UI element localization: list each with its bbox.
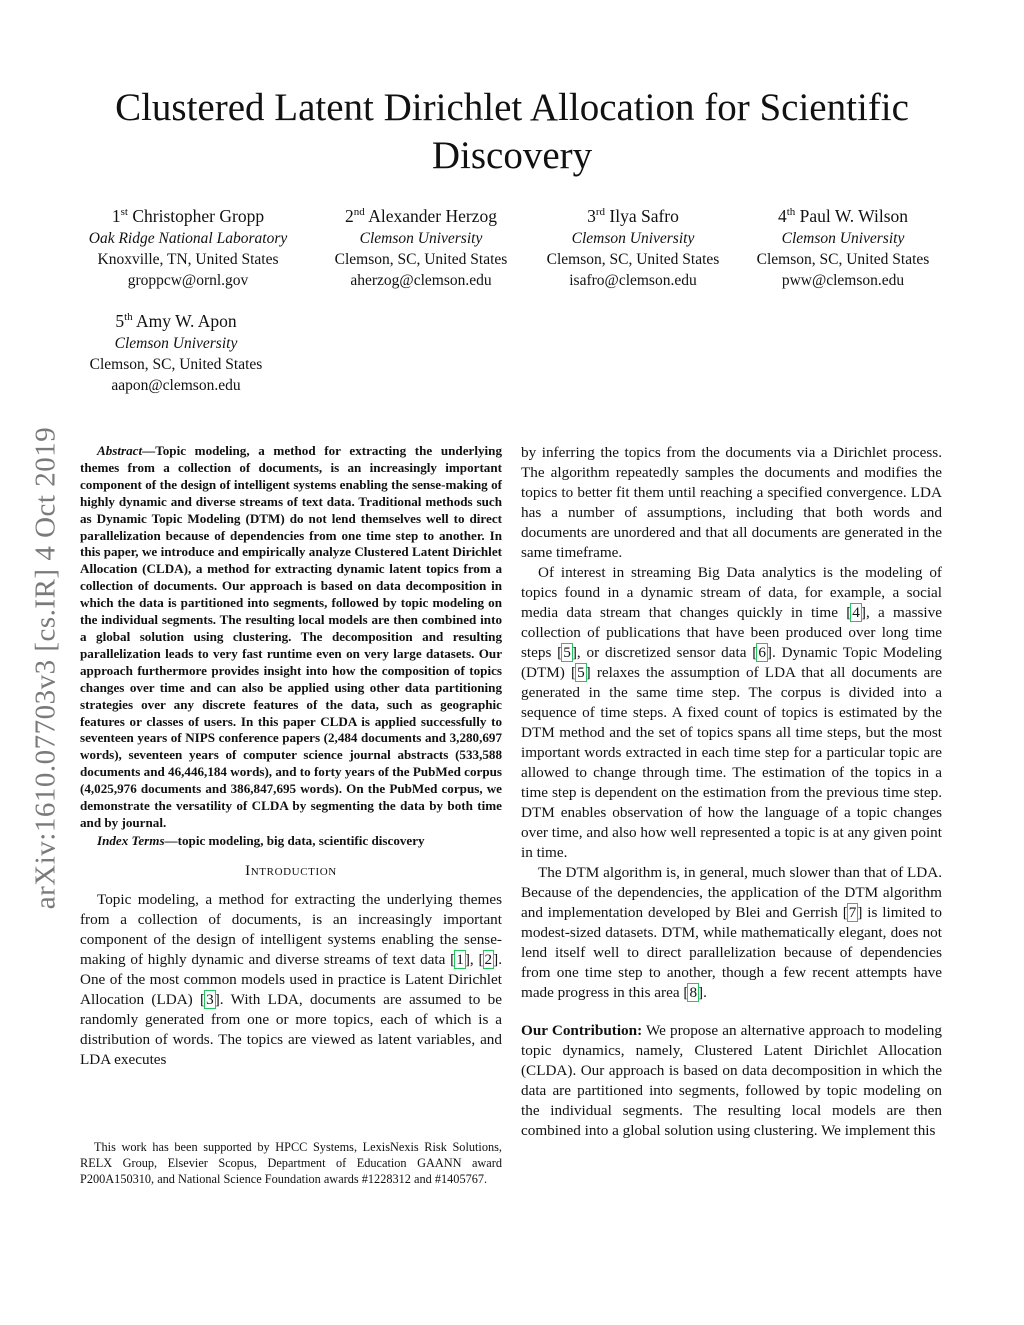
author-ordinal-suffix: th [786, 206, 796, 218]
contribution-paragraph [521, 1021, 942, 1141]
author-location: Knoxville, TN, United States [97, 250, 279, 268]
abstract-label: Abstract [97, 443, 143, 458]
author-ordinal-suffix: nd [353, 206, 365, 218]
author-ordinal: 4 [777, 205, 787, 226]
author-ordinal-suffix: th [124, 311, 133, 323]
index-terms [80, 832, 502, 849]
citation-link-4[interactable]: 4 [852, 604, 860, 621]
arxiv-id-text: arXiv:1610.07703v3 [cs.IR] 4 Oct 2019 [29, 426, 62, 910]
author-email: aherzog@clemson.edu [350, 271, 492, 289]
author-email: pww@clemson.edu [781, 271, 905, 289]
author-location: Clemson, SC, United States [756, 250, 930, 268]
text-run: ]. One of the most common models used in practice is Latent Dirichlet Allocation (LDA) [ [80, 950, 502, 1008]
citation-link-5b[interactable]: 5 [577, 664, 585, 681]
author-location: Clemson, SC, United States [89, 355, 263, 373]
author-ordinal-suffix: st [120, 206, 128, 218]
author-ordinal: 1 [111, 205, 121, 226]
author-name: Christopher Gropp [127, 205, 265, 226]
index-terms-label: Index Terms [97, 832, 165, 848]
author-ordinal: 2 [345, 205, 354, 226]
contribution-text: We propose an alternative approach to modeling topic dynamics, namely, Clustered Latent Dirichlet Allocation (CLDA). Our approach is based on data decomposition in which the data are partitioned into segments, followed by topic modeling on the individual segments. The resulting local models are then combined into a global solution using clustering. We implement this [521, 1022, 942, 1139]
text-run: Of interest in streaming Big Data analytics is the modeling of topics found in a dynamic stream of data, for example, a social media data stream that changes quickly in time [ [521, 564, 942, 621]
author-name: Amy W. Apon [132, 310, 237, 331]
intro-paragraph [80, 890, 502, 1070]
index-terms-text: —topic modeling, big data, scientific discovery [164, 832, 425, 848]
continued-paragraph: by inferring the topics from the documents via a Dirichlet process. The algorithm repeatedly samples the documents and modifies the topics to better fit them until reaching a specified convergence. LDA has a number of assumptions, including that both words and documents are unordered and that all documents are generated in the same timeframe. [521, 444, 942, 561]
author-affiliation: Clemson University [571, 229, 695, 247]
author-ordinal-suffix: rd [595, 206, 606, 218]
author-email: groppcw@ornl.gov [127, 271, 249, 289]
arxiv-sidebar-identifier [30, 378, 62, 958]
abstract [80, 443, 502, 832]
text-run: ]. Dynamic Topic Modeling (DTM) [ [521, 644, 942, 681]
author-email: isafro@clemson.edu [569, 271, 697, 289]
citation-link-1[interactable]: 1 [456, 950, 464, 968]
author-email: aapon@clemson.edu [111, 376, 241, 394]
right-column [521, 443, 942, 1141]
text-run: ], a massive collection of publications that have been produced over long time steps [ [521, 604, 942, 661]
author-2 [311, 200, 531, 291]
text-run: Topic modeling, a method for extracting the underlying themes from a collection of documents, is an increasingly important component of the design of intelligent systems enabling the sense-making of highly dynamic and diverse streams of text data [ [80, 890, 502, 968]
author-affiliation: Clemson University [781, 229, 905, 247]
text-run: The DTM algorithm is, in general, much slower than that of LDA. Because of the dependencies, the application of the DTM algorithm and implementation developed by Blei and Gerrish [ [521, 864, 942, 921]
funding-footnote: This work has been supported by HPCC Systems, LexisNexis Risk Solutions, RELX Group, Elsevier Scopus, Department of Education GAANN award P200A150310, and National Science Foundation awards #1228312 and #1405767. [80, 1140, 502, 1186]
author-1 [78, 200, 298, 291]
citation-link-7[interactable]: 7 [848, 904, 857, 921]
author-affiliation: Clemson University [114, 334, 238, 352]
abstract-text: —Topic modeling, a method for extracting the underlying themes from a collection of documents, is an increasingly important component of the design of intelligent systems enabling the sense-making of highly dynamic and diverse streams of text data. Traditional methods such as Dynamic Topic Modeling (DTM) do not lend themselves well to direct parallelization because of dependencies from one time step to another. In this paper, we introduce and empirically analyze Clustered Latent Dirichlet Allocation (CLDA), a method for extracting dynamic latent topics from a collection of documents. Our approach is based on data decomposition in which the data is partitioned into segments, followed by topic modeling on the individual segments. The resulting local models are then combined into a global solution using clustering. The decomposition and resulting parallelization leads to very fast runtime even on very large datasets. Our approach furthermore provides insight into how the composition of topics changes over time and can also be applied using other data partitioning strategies over any discrete features of the data, such as geographic features or classes of users. In this paper CLDA is applied successfully to seventeen years of NIPS conference papers (2,484 documents and 3,280,697 words), seventeen years of computer science journal abstracts (533,588 documents and 46,446,184 words), and to forty years of the PubMed corpus (4,025,976 documents and 386,847,695 words). On the PubMed corpus, we demonstrate the versatility of CLDA by segmenting the data by both time and by journal. [80, 443, 502, 830]
author-name: Paul W. Wilson [795, 205, 909, 226]
citation-link-5[interactable]: 5 [563, 644, 571, 661]
text-run: ]. With LDA, documents are assumed to be randomly generated from one or more topics, each of which is a distribution of words. The topics are viewed as latent variables, and LDA executes [80, 990, 503, 1068]
streaming-paragraph [521, 563, 942, 863]
text-run: ], or discretized sensor data [ [571, 644, 758, 661]
author-ordinal: 3 [587, 205, 596, 226]
text-run: ] relaxes the assumption of LDA that all documents are generated in the same time step. The corpus is divided into a sequence of time steps. A fixed count of topics is estimated by the DTM method and the set of topics spans all time steps, but the most important words extracted in each time step for a particular topic are allowed to change through time. The estimation of the topics in a time step is dependent on the estimation from the previous time step. DTM enables observation of how the language of a topic changes over time, and also how well represented a topic is at any given point in time. [521, 664, 943, 861]
left-column [80, 443, 502, 1070]
section-heading-introduction: Introduction [245, 862, 337, 879]
author-3 [523, 200, 743, 291]
author-ordinal: 5 [115, 310, 125, 331]
author-name: Ilya Safro [605, 205, 679, 226]
contribution-label: Our Contribution: [521, 1022, 643, 1039]
text-run: ] is limited to modest-sized datasets. DTM, while mathematically elegant, does not lend itself well to direct parallelization because of dependencies from one time step to another, though a few recent attempts have made progress in this area [ [521, 904, 942, 1001]
citation-link-2[interactable]: 2 [484, 950, 493, 968]
text-run: ]. [698, 984, 707, 1001]
author-5 [66, 305, 286, 396]
author-location: Clemson, SC, United States [546, 250, 720, 268]
citation-link-6[interactable]: 6 [758, 644, 766, 661]
author-affiliation: Clemson University [359, 229, 483, 247]
author-4 [733, 200, 953, 291]
author-name: Alexander Herzog [364, 205, 497, 226]
author-location: Clemson, SC, United States [334, 250, 508, 268]
citation-link-3[interactable]: 3 [206, 990, 214, 1008]
citation-link-8[interactable]: 8 [689, 984, 698, 1001]
text-run: ], [ [464, 950, 484, 968]
dtm-paragraph [521, 863, 942, 1003]
author-affiliation: Oak Ridge National Laboratory [88, 229, 288, 247]
paper-title: Clustered Latent Dirichlet Allocation for Scientific Discovery [115, 86, 909, 177]
